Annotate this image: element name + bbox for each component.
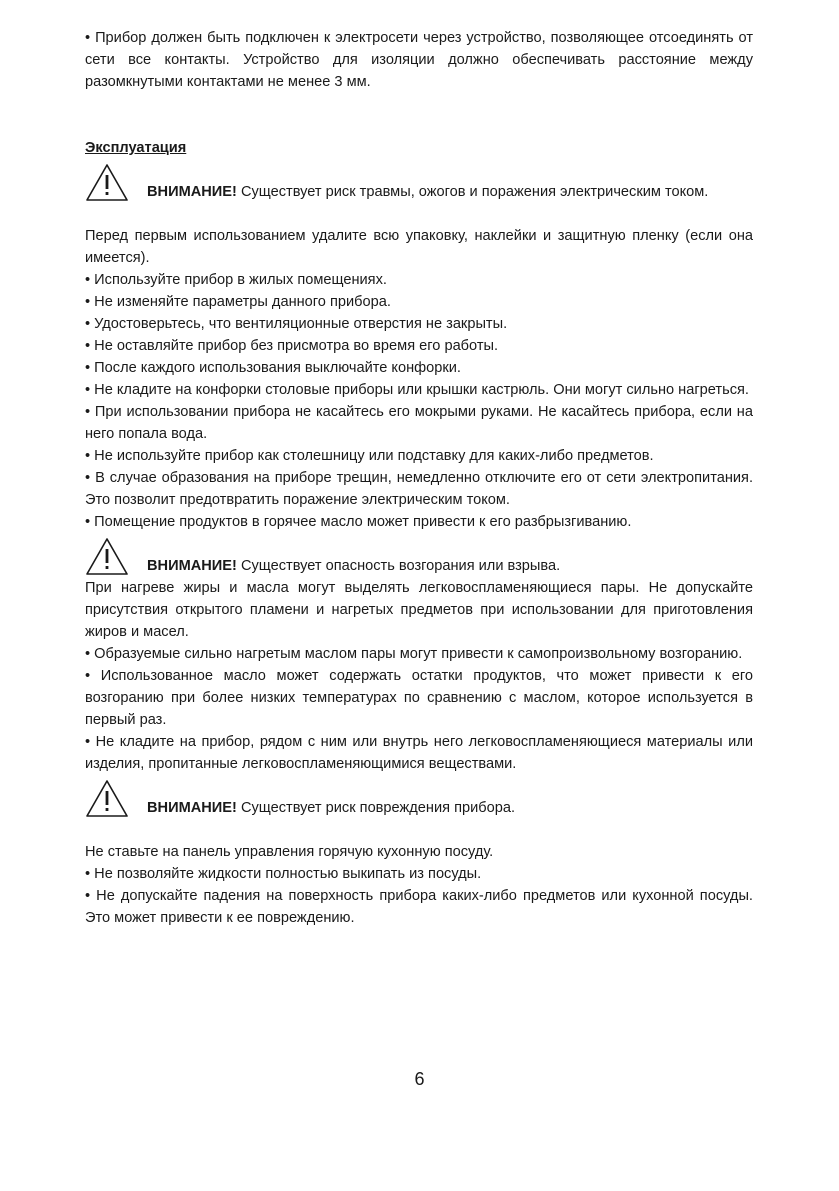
list-item: • Удостоверьтесь, что вентиляционные отверстия не закрыты. xyxy=(85,316,508,332)
warning-icon xyxy=(85,163,129,203)
spacer xyxy=(85,775,753,797)
list-item: • Использованное масло может содержать остатки продуктов, что может привести к его возгоранию при более низких температурах по сравнению с маслом, которое используется в первый раз. xyxy=(85,668,753,728)
list-item: • Не оставляйте прибор без присмотра во время его работы. xyxy=(85,338,499,354)
document-page xyxy=(85,27,753,929)
warning-text: Существует риск повреждения прибора. xyxy=(236,800,515,816)
list-item: • Помещение продуктов в горячее масло может привести к его разбрызгиванию. xyxy=(85,514,632,530)
warning-text: Существует опасность возгорания или взрыва. xyxy=(236,558,561,574)
warning-icon xyxy=(85,779,129,819)
intro-paragraph: • Прибор должен быть подключен к электросети через устройство, позволяющее отсоединять от сети все контакты. Устройство для изоляции должно обеспечивать расстояние между разомкнутыми контактами не менее 3 мм. xyxy=(85,30,753,90)
spacer xyxy=(85,159,753,181)
list-item: • После каждого использования выключайте конфорки. xyxy=(85,360,461,376)
list-item: • Используйте прибор в жилых помещениях. xyxy=(85,272,387,288)
warning-icon xyxy=(85,537,129,577)
list-item: • Не кладите на конфорки столовые приборы или крышки кастрюль. Они могут сильно нагреться. xyxy=(85,382,749,398)
list-item: • В случае образования на приборе трещин, немедленно отключите его от сети электропитания. Это позволит предотвратить поражение электрическим током. xyxy=(85,470,753,508)
warning-text: Существует риск травмы, ожогов и поражения электрическим током. xyxy=(236,184,709,200)
warning-block-injury xyxy=(85,181,753,203)
list-item: • Образуемые сильно нагретым маслом пары могут привести к самопроизвольному возгоранию. xyxy=(85,646,743,662)
section-title: Эксплуатация xyxy=(85,140,187,156)
warning-block-fire xyxy=(85,555,753,577)
list-item: • Не допускайте падения на поверхность прибора каких-либо предметов или кухонной посуды. Это может привести к ее повреждению. xyxy=(85,888,753,926)
page-number: 6 xyxy=(414,1069,425,1089)
before-first-use-paragraph: Перед первым использованием удалите всю упаковку, наклейки и защитную пленку (если она имеется). xyxy=(85,228,753,266)
spacer xyxy=(85,93,753,137)
list-item: • Не позволяйте жидкости полностью выкипать из посуды. xyxy=(85,866,482,882)
warning-block-damage xyxy=(85,797,753,819)
warning-label: ВНИМАНИЕ! xyxy=(147,558,237,574)
spacer xyxy=(85,533,753,555)
spacer xyxy=(85,819,753,841)
warning-label: ВНИМАНИЕ! xyxy=(147,184,237,200)
list-item: • При использовании прибора не касайтесь его мокрыми руками. Не касайтесь прибора, если на него попала вода. xyxy=(85,404,753,442)
list-item: • Не изменяйте параметры данного прибора. xyxy=(85,294,391,310)
warning-label: ВНИМАНИЕ! xyxy=(147,800,237,816)
list-item: • Не используйте прибор как столешницу или подставку для каких-либо предметов. xyxy=(85,448,654,464)
spacer xyxy=(85,203,753,225)
list-item: • Не кладите на прибор, рядом с ним или внутрь него легковоспламеняющиеся материалы или изделия, пропитанные легковоспламеняющимися веществами. xyxy=(85,734,753,772)
fire-paragraph: При нагреве жиры и масла могут выделять легковоспламеняющиеся пары. Не допускайте присутствия открытого пламени и нагретых предметов при использовании для приготовления жиров и масел. xyxy=(85,580,753,640)
damage-paragraph: Не ставьте на панель управления горячую кухонную посуду. xyxy=(85,844,494,860)
